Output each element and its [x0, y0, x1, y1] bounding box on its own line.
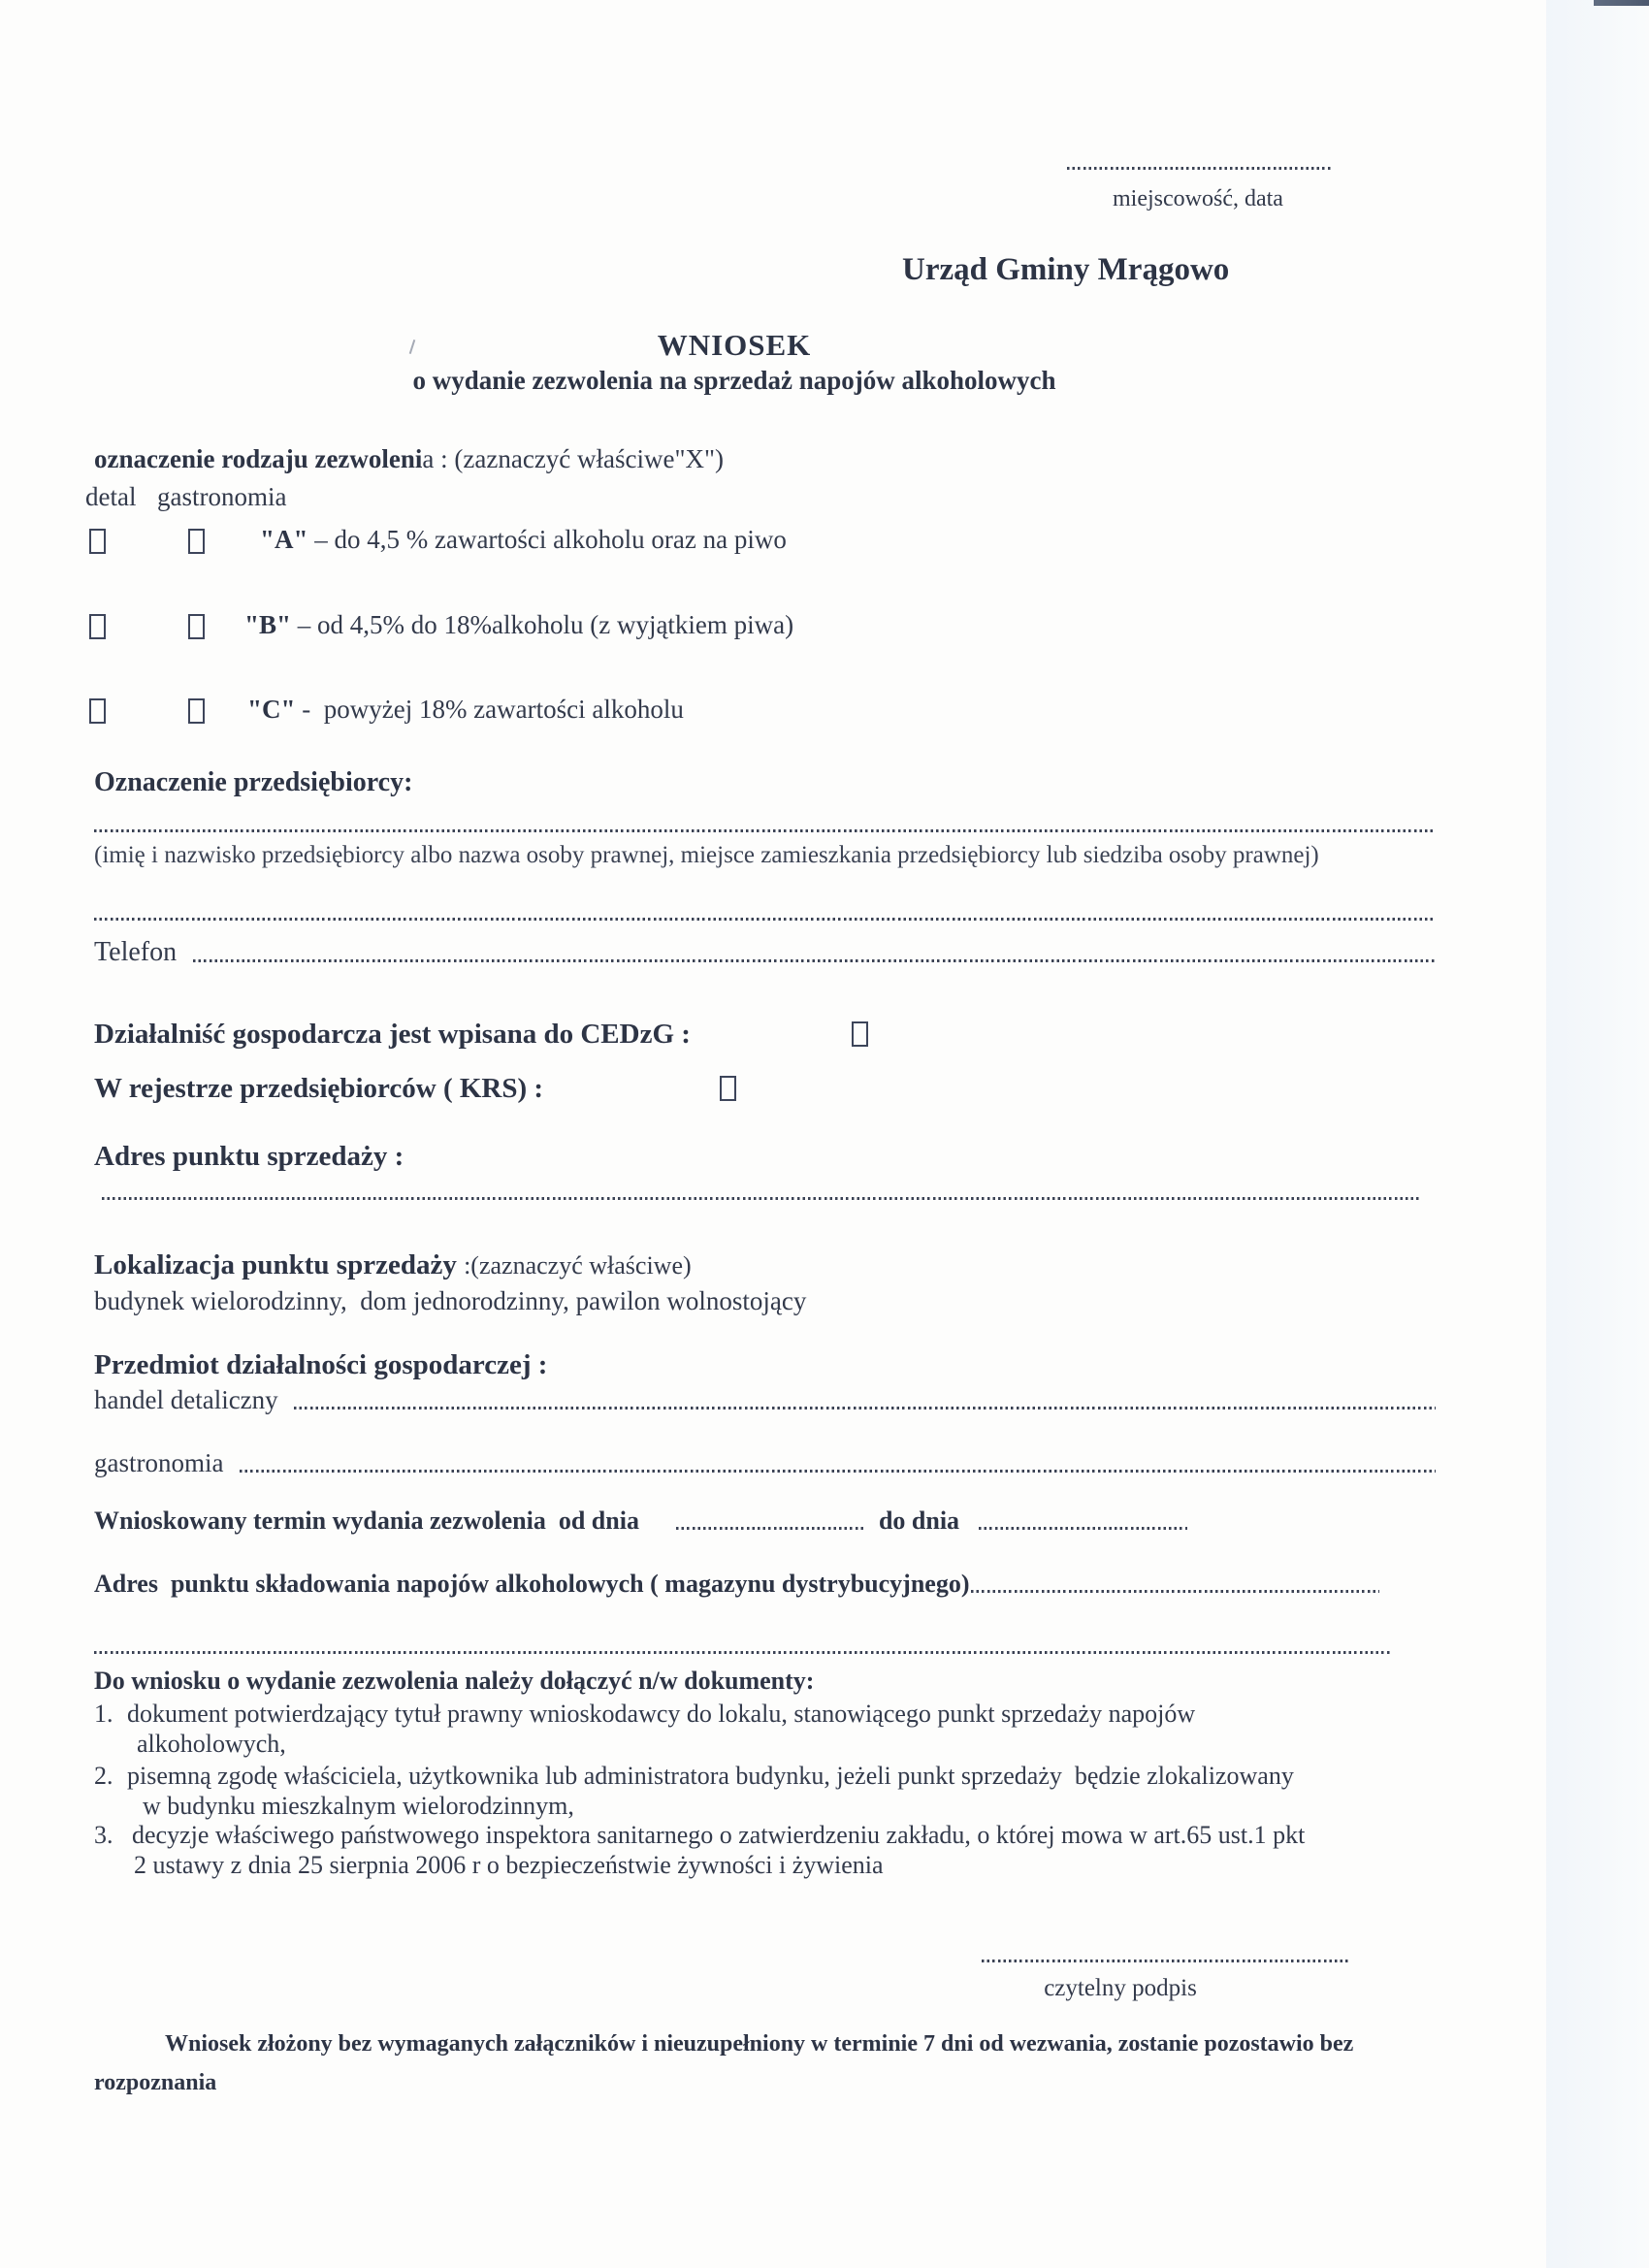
checkbox-detal-c[interactable] — [89, 698, 106, 724]
krs-label: W rejestrze przedsiębiorców ( KRS) : — [94, 1073, 544, 1104]
storage-label: Adres punktu składowania napojów alkoholowych ( magazynu dystrybucyjnego) — [94, 1570, 970, 1598]
gastronomy-fill-line[interactable] — [240, 1470, 1436, 1473]
separator-fill-line[interactable] — [94, 1651, 1392, 1654]
permit-row-c — [247, 695, 684, 725]
permit-row-c-desc: - powyżej 18% zawartości alkoholu — [295, 695, 684, 724]
retail-fill-line[interactable] — [294, 1407, 1436, 1409]
place-date-fill-line[interactable] — [1067, 167, 1331, 170]
permit-type-heading — [94, 444, 724, 474]
footer-note-line2: rozpoznania — [94, 2070, 217, 2095]
checkbox-krs[interactable] — [720, 1076, 736, 1101]
permit-type-heading-rest: a : (zaznaczyć właściwe"X") — [422, 444, 725, 473]
permit-row-c-code: "C" — [247, 695, 296, 724]
footer-note-line1: Wniosek złożony bez wymaganych załączników i nieuzupełniony w terminie 7 dni od wezwania, zostanie pozostawio bez — [165, 2031, 1354, 2057]
permit-row-b — [244, 610, 793, 640]
permit-row-a — [260, 525, 787, 555]
location-heading-bold: Lokalizacja punktu sprzedaży — [94, 1249, 465, 1280]
sale-point-address-heading: Adres punktu sprzedaży : — [94, 1141, 404, 1172]
scan-artifact-corner — [1594, 0, 1649, 6]
column-label-detal: detal — [85, 482, 137, 511]
place-date-label: miejscowość, data — [1113, 186, 1283, 211]
permit-row-b-code: "B" — [244, 610, 291, 639]
term-row — [94, 1507, 1384, 1536]
checkbox-cedzg[interactable] — [852, 1021, 868, 1047]
attachment-item-number: 3. — [94, 1821, 113, 1849]
attachments-heading: Do wniosku o wydanie zezwolenia należy dołączyć n/w dokumenty: — [94, 1667, 815, 1695]
checkbox-detal-a[interactable] — [89, 529, 106, 554]
business-heading: Przedmiot działalności gospodarczej : — [94, 1349, 548, 1380]
cedzg-label: Działalniść gospodarcza jest wpisana do CEDzG : — [94, 1019, 691, 1050]
attachment-item-text: pisemną zgodę właściciela, użytkownika lub administratora budynku, jeżeli punkt sprzedaży będzie zlokalizowany — [127, 1762, 1294, 1790]
term-to-label: do dnia — [878, 1507, 960, 1535]
entrepreneur-heading: Oznaczenie przedsiębiorcy: — [94, 767, 413, 797]
permit-row-a-code: "A" — [260, 525, 308, 554]
term-to-fill-line[interactable] — [979, 1527, 1187, 1530]
storage-fill-line[interactable] — [971, 1590, 1379, 1593]
checkbox-detal-b[interactable] — [89, 614, 106, 639]
entrepreneur-fill-line-2[interactable] — [94, 918, 1436, 921]
signature-label: czytelny podpis — [1044, 1975, 1197, 2001]
entrepreneur-caption: (imię i nazwisko przedsiębiorcy albo nazwa osoby prawnej, miejsce zamieszkania przedsiębiorcy lub siedziba osoby prawnej) — [94, 842, 1319, 868]
signature-fill-line[interactable] — [982, 1960, 1348, 1962]
checkbox-gastronomia-a[interactable] — [188, 529, 205, 554]
attachment-item-text: dokument potwierdzający tytuł prawny wnioskodawcy do lokalu, stanowiącego punkt sprzedaży napojów — [127, 1700, 1196, 1728]
office-name: Urząd Gminy Mrągowo — [902, 252, 1230, 287]
term-label: Wnioskowany termin wydania zezwolenia od dnia — [94, 1507, 639, 1535]
location-heading-rest: :(zaznaczyć właściwe) — [464, 1251, 692, 1280]
attachment-item-text: decyzje właściwego państwowego inspektora sanitarnego o zatwierdzeniu zakładu, o której mowa w art.65 ust.1 pkt — [132, 1821, 1306, 1849]
form-subtitle: o wydanie zezwolenia na sprzedaż napojów alkoholowych — [412, 366, 1056, 395]
gastronomy-row — [94, 1448, 1436, 1478]
attachment-item-number: 1. — [94, 1700, 113, 1728]
permit-row-b-desc: – od 4,5% do 18%alkoholu (z wyjątkiem piwa) — [291, 610, 794, 639]
scan-artifact-right-band — [1546, 0, 1649, 2268]
retail-row — [94, 1385, 1436, 1415]
permit-type-heading-bold: oznaczenie rodzaju zezwoleni — [94, 444, 423, 473]
storage-row — [94, 1570, 1379, 1599]
attachment-item-text: alkoholowych, — [137, 1730, 286, 1758]
phone-fill-line[interactable] — [193, 959, 1436, 962]
permit-row-a-desc: – do 4,5 % zawartości alkoholu oraz na piwo — [307, 525, 787, 554]
retail-label: handel detaliczny — [94, 1385, 285, 1414]
attachment-item-number: 2. — [94, 1762, 113, 1790]
sale-point-address-fill-line[interactable] — [102, 1197, 1421, 1200]
phone-label: Telefon — [94, 937, 184, 967]
column-label-gastronomia: gastronomia — [157, 482, 287, 511]
form-title: WNIOSEK — [657, 328, 812, 362]
term-from-fill-line[interactable] — [676, 1527, 865, 1530]
checkbox-gastronomia-c[interactable] — [188, 698, 205, 724]
entrepreneur-fill-line-1[interactable] — [94, 829, 1436, 832]
location-options: budynek wielorodzinny, dom jednorodzinny, pawilon wolnostojący — [94, 1286, 807, 1315]
attachment-item-text: w budynku mieszkalnym wielorodzinnym, — [143, 1792, 574, 1820]
gastronomy-label: gastronomia — [94, 1448, 231, 1477]
phone-row — [94, 937, 1436, 968]
checkbox-gastronomia-b[interactable] — [188, 614, 205, 639]
attachment-item-text: 2 ustawy z dnia 25 sierpnia 2006 r o bezpieczeństwie żywności i żywienia — [134, 1851, 884, 1879]
location-heading — [94, 1249, 692, 1281]
